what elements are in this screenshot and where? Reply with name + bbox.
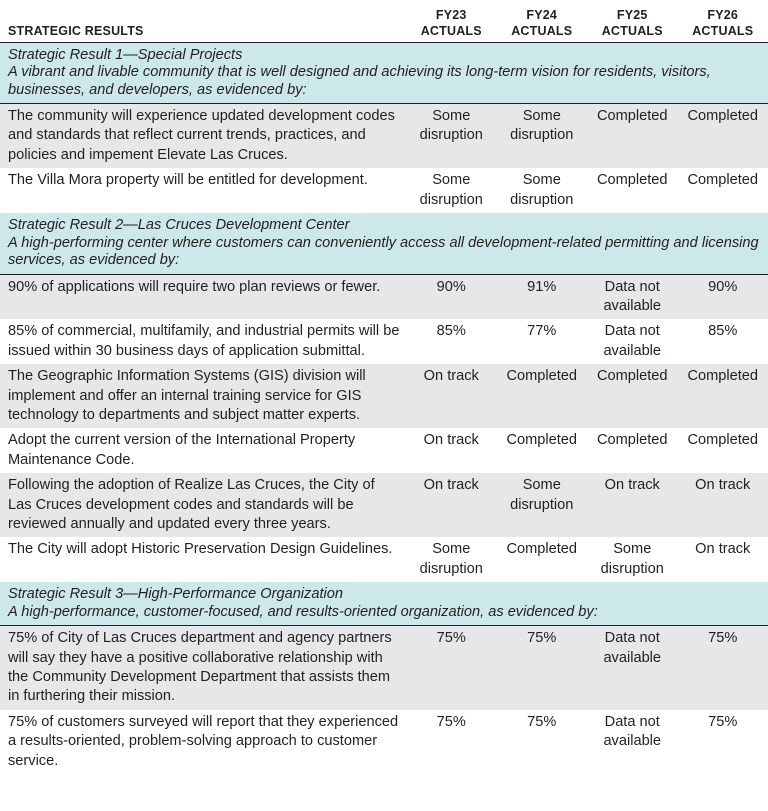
result-text: The City will adopt Historic Preservation Design Guidelines. [8, 541, 393, 558]
fy26-value: Completed [678, 104, 768, 169]
fy23-value: On track [406, 364, 497, 428]
fy23-value: 75% [436, 713, 466, 730]
fy25-value: Data not available [587, 274, 678, 319]
fy26-value: 85% [708, 323, 738, 340]
header-strategic-results: STRATEGIC RESULTS [8, 23, 144, 38]
fy26-value: Completed [687, 172, 759, 189]
fy24-value: Some disruption [510, 172, 574, 208]
section-title: Strategic Result 1—Special Projects [8, 46, 243, 63]
table-row [0, 710, 768, 774]
fy24-value: 75% [527, 713, 557, 730]
fy25-value: Completed [596, 172, 668, 189]
section-description: A high-performing center where customers can conveniently access all development-related permitting and licensing services, as evidenced by: [8, 234, 759, 269]
table-header-row [0, 0, 768, 42]
result-text: 90% of applications will require two plan reviews or fewer. [0, 274, 406, 319]
fy26-value: 90% [678, 274, 768, 319]
fy25-value: On track [587, 473, 678, 537]
result-text: Following the adoption of Realize Las Cruces, the City of Las Cruces development codes and standards will be reviewed annually and updated every three years. [0, 473, 406, 537]
fy26-value: 75% [678, 626, 768, 710]
fy23-value: On track [423, 432, 479, 449]
fy24-value: 75% [497, 626, 588, 710]
section-description: A vibrant and livable community that is well designed and achieving its long-term vision for residents, visitors, businesses, and developers, as evidenced by: [8, 64, 711, 98]
table-row [0, 473, 768, 537]
result-text: 75% of customers surveyed will report that they experienced a results-oriented, problem-solving approach to customer service. [8, 713, 399, 769]
section-title: Strategic Result 2—Las Cruces Development Center [8, 217, 350, 234]
header-fy26: FY26 ACTUALS [692, 7, 754, 38]
section-header [0, 42, 768, 104]
section-title: Strategic Result 3—High-Performance Organization [8, 586, 343, 603]
fy25-value: Some disruption [600, 541, 664, 577]
fy23-value: Some disruption [419, 172, 483, 208]
fy25-value: Data not available [587, 626, 678, 710]
fy25-value: Data not available [603, 713, 662, 750]
result-text: The Villa Mora property will be entitled for development. [8, 172, 368, 189]
fy23-value: 90% [406, 274, 497, 319]
fy24-value: Completed [506, 432, 578, 449]
header-fy24: FY24 ACTUALS [511, 7, 573, 38]
result-text: Adopt the current version of the International Property Maintenance Code. [8, 432, 356, 468]
table-row [0, 428, 768, 473]
section-header [0, 213, 768, 274]
fy24-value: 91% [497, 274, 588, 319]
fy25-value: Completed [587, 364, 678, 428]
table-row [0, 168, 768, 213]
section-description: A high-performance, customer-focused, and results-oriented organization, as evidenced by: [8, 603, 598, 620]
fy23-value: On track [406, 473, 497, 537]
fy25-value: Data not available [603, 323, 662, 359]
fy26-value: Completed [687, 432, 759, 449]
fy26-value: On track [695, 541, 751, 558]
header-fy25: FY25 ACTUALS [601, 7, 663, 38]
header-fy23: FY23 ACTUALS [420, 7, 482, 38]
result-text: The Geographic Information Systems (GIS) division will implement and offer an internal training service for GIS technology to departments and subject matter experts. [0, 364, 406, 428]
fy24-value: Some disruption [497, 104, 588, 169]
fy23-value: Some disruption [419, 541, 483, 577]
table-row [0, 537, 768, 582]
fy26-value: Completed [678, 364, 768, 428]
result-text: 75% of City of Las Cruces department and agency partners will say they have a positive collaborative relationship with the Community Development Department that assists them in furthering their mission. [0, 626, 406, 710]
fy24-value: 77% [527, 323, 557, 340]
fy23-value: 85% [436, 323, 466, 340]
fy26-value: On track [678, 473, 768, 537]
fy24-value: Completed [506, 541, 578, 558]
table-row [0, 319, 768, 364]
fy24-value: Some disruption [497, 473, 588, 537]
fy23-value: Some disruption [406, 104, 497, 169]
table-row [0, 274, 768, 319]
fy24-value: Completed [497, 364, 588, 428]
table-row [0, 626, 768, 710]
table-row [0, 104, 768, 169]
result-text: The community will experience updated development codes and standards that reflect current trends, practices, and policies and impement Elevate Las Cruces. [0, 104, 406, 169]
result-text: 85% of commercial, multifamily, and industrial permits will be issued within 30 business days of application submittal. [8, 323, 400, 359]
section-header [0, 582, 768, 626]
fy25-value: Completed [587, 104, 678, 169]
fy25-value: Completed [596, 432, 668, 449]
fy23-value: 75% [406, 626, 497, 710]
table-row [0, 364, 768, 428]
fy26-value: 75% [708, 713, 738, 730]
